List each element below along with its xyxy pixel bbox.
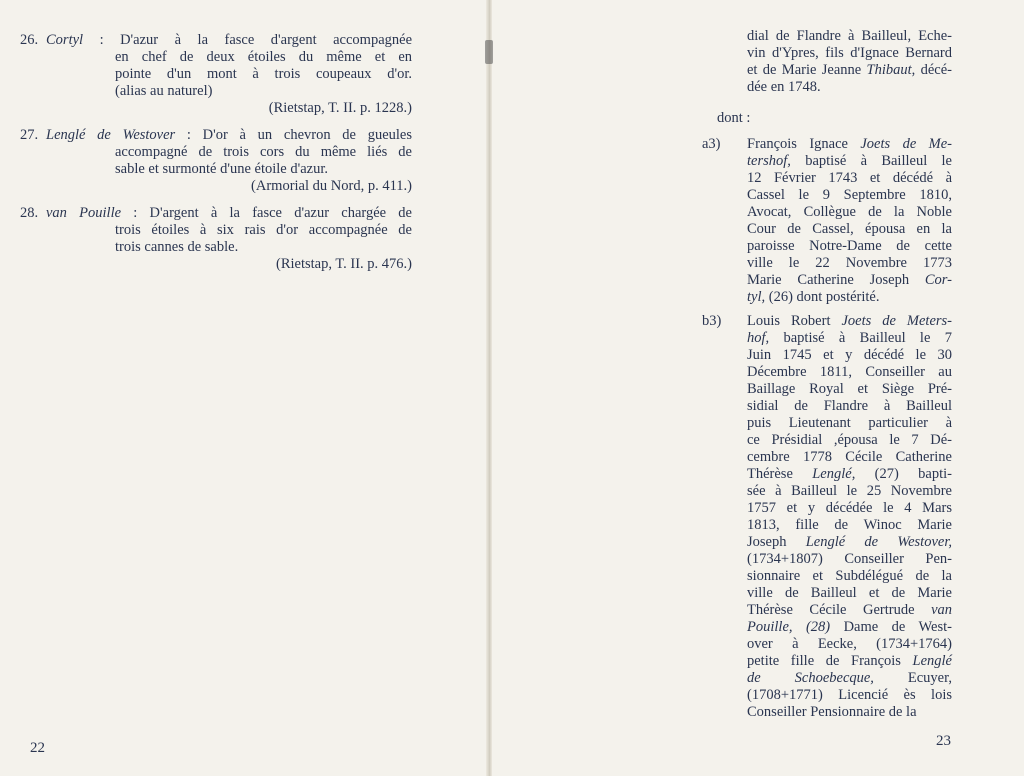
- left-page: [0, 0, 490, 776]
- intro-paragraph: dial de Flandre à Bailleul, Eche- vin d'Ypres, fils d'Ignace Bernard et de Marie Jeanne Thibaut, décé- dée en 1748.: [747, 28, 952, 95]
- item-label-b3: b3): [702, 313, 722, 329]
- entry-first-line: Cortyl : D'azur à la fasce d'argent accompagnée: [46, 32, 413, 48]
- heraldry-entry-27: [20, 127, 412, 195]
- entry-number: 28.: [20, 205, 39, 221]
- entry-body: trois étoiles à six rais d'or accompagnée de trois cannes de sable. (Rietstap, T. II. p. 476.): [115, 222, 412, 272]
- family-name: van Pouille: [46, 205, 122, 221]
- heraldry-entry-26: [20, 32, 412, 117]
- item-a3-text: François Ignace Joets de Me- tershof, baptisé à Bailleul le 12 Février 1743 et décédé à Cassel le 9 Septembre 1810, Avocat, Collègue de la Noble Cour de Cassel, épousa en la paroisse Notre-Dame de cette ville le 22 Novembre 1773 Marie Catherine Joseph Cor- tyl, (26) dont postérité.: [747, 136, 952, 305]
- entry-number: 26.: [20, 32, 39, 48]
- family-name: Cortyl: [46, 32, 84, 48]
- book-gutter: [486, 0, 492, 776]
- entry-reference: (Armorial du Nord, p. 411.): [251, 178, 412, 194]
- entry-first-line: van Pouille : D'argent à la fasce d'azur chargée de: [46, 205, 412, 221]
- item-label-a3: a3): [702, 136, 721, 152]
- right-page: [494, 0, 1024, 776]
- entry-reference: (Rietstap, T. II. p. 476.): [276, 256, 412, 272]
- page-number-left: 22: [30, 740, 45, 756]
- item-b3-text: Louis Robert Joets de Meters- hof, baptisé à Bailleul le 7 Juin 1745 et y décédé le 30 Décembre 1811, Conseiller au Baillage Royal et Siège Pré- sidial de Flandre à Bailleul puis Lieutenant particulier à ce Présidial ,épousa le 7 Dé- cembre 1778 Cécile Catherine Thérèse Lenglé, (27) bapti- sée à Bailleul le 25 Novembre 1757 et y décédée le 4 Mars 1813, fille de Winoc Marie Joseph Lenglé de Westover, (1734+1807) Conseiller Pen- sionnaire et Subdélégué de la ville de Bailleul et de Marie Thérèse Cécile Gertrude van Pouille, (28) Dame de West- over à Eecke, (1734+1764) petite fille de François Lenglé de Schoebecque, Ecuyer, (1708+1771) Licencié ès lois Conseiller Pensionnaire de la: [747, 313, 953, 720]
- dont-label: dont :: [717, 110, 751, 126]
- entry-first-line: Lenglé de Westover : D'or à un chevron de gueules: [46, 127, 412, 143]
- binding-mark: [485, 40, 493, 64]
- entry-body: en chef de deux étoiles du même et en pointe d'un mont à trois coupeaux d'or. (alias au naturel) (Rietstap, T. II. p. 1228.): [115, 49, 412, 116]
- entry-body: accompagné de trois cors du même liés de sable et surmonté d'une étoile d'azur. (Armorial du Nord, p. 411.): [115, 144, 412, 194]
- heraldry-entry-28: [20, 205, 412, 273]
- entry-reference: (Rietstap, T. II. p. 1228.): [268, 100, 412, 116]
- entry-number: 27.: [20, 127, 39, 143]
- family-name: Lenglé de Westover: [46, 127, 176, 143]
- page-number-right: 23: [936, 733, 951, 749]
